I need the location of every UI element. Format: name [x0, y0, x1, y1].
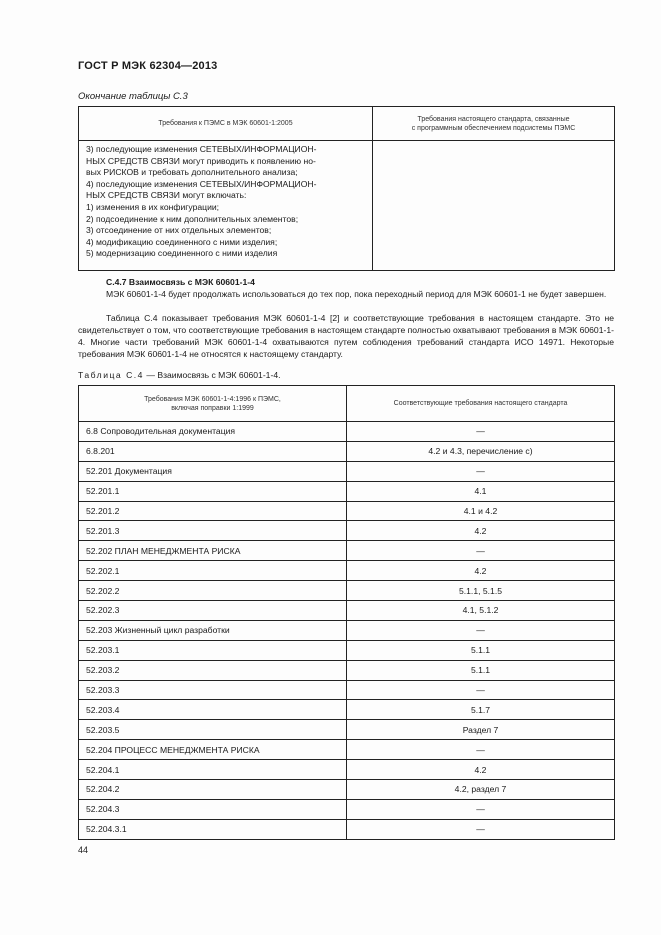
table-c3-line: НЫХ СРЕДСТВ СВЯЗИ могут включать: [86, 190, 247, 201]
table-c3-col1-header: Требования к ПЭМС в МЭК 60601-1:2005 [79, 107, 373, 141]
table-row [79, 680, 615, 700]
paragraph-text: МЭК 60601-1-4 будет продолжать использоваться до тех пор, пока переходный период для МЭК 60601-1 не будет завершен. [106, 289, 607, 299]
table-row [79, 640, 615, 660]
matching-requirement-cell: 5.1.1, 5.1.5 [347, 581, 615, 601]
table-c3-line: вых РИСКОВ и требовать дополнительного анализа; [86, 167, 298, 178]
table-c4-caption [78, 370, 280, 380]
matching-requirement-cell: 4.2 [347, 760, 615, 780]
requirement-cell: 6.8 Сопроводительная документация [79, 422, 347, 442]
table-c3-col2-header [373, 107, 615, 141]
table-row [79, 441, 615, 461]
table-c3-line: 1) изменения в их конфигурации; [86, 201, 220, 212]
paragraph-text: Таблица С.4 показывает требования МЭК 60601-1-4 [2] и соответствующие требования в настоящем стандарте. Это не свидетельствует о том, что соответствующие требования в настоящем стандарте полностью охватывают требования в МЭК 60601-1-4. Многие части требований МЭК 60601-1-4 охватываются путем соблюдения требований стандарта ИСО 14971. Некоторые требования МЭК 60601-1-4 не относятся к настоящему стандарту. [78, 313, 614, 359]
table-c4-header-row [79, 386, 615, 422]
requirement-cell: 52.203.4 [79, 700, 347, 720]
table-row [79, 620, 615, 640]
table-row [79, 541, 615, 561]
table-c3-empty-cell [373, 141, 615, 271]
matching-requirement-cell: 4.2 [347, 561, 615, 581]
matching-requirement-cell: 4.2, раздел 7 [347, 780, 615, 800]
section-paragraph-1 [78, 288, 614, 300]
table-c3 [78, 106, 615, 271]
requirement-cell: 52.201.2 [79, 501, 347, 521]
table-row [79, 780, 615, 800]
matching-requirement-cell: 5.1.1 [347, 640, 615, 660]
matching-requirement-cell: — [347, 541, 615, 561]
table-row [79, 481, 615, 501]
table-c3-line: 4) последующие изменения СЕТЕВЫХ/ИНФОРМАЦИОН- [86, 178, 317, 189]
table-row [79, 740, 615, 760]
table-row [79, 760, 615, 780]
table-c4-col1-header-line1: Требования МЭК 60601-1-4:1996 к ПЭМС, [144, 395, 281, 403]
requirement-cell: 52.204.3 [79, 799, 347, 819]
table-row [79, 422, 615, 442]
table-row [79, 660, 615, 680]
section-heading [78, 276, 614, 288]
matching-requirement-cell: 4.2 [347, 521, 615, 541]
requirement-cell: 52.202.2 [79, 581, 347, 601]
matching-requirement-cell: 4.1 [347, 481, 615, 501]
matching-requirement-cell: — [347, 620, 615, 640]
table-c4-col1-header [79, 386, 347, 422]
requirement-cell: 52.203 Жизненный цикл разработки [79, 620, 347, 640]
table-row [79, 501, 615, 521]
requirement-cell: 52.203.2 [79, 660, 347, 680]
table-c3-requirements-cell [79, 141, 373, 271]
table-row [79, 461, 615, 481]
table-c4-body [79, 422, 615, 840]
requirement-cell: 6.8.201 [79, 441, 347, 461]
requirement-cell: 52.202.3 [79, 601, 347, 621]
matching-requirement-cell: 4.2 и 4.3, перечисление с) [347, 441, 615, 461]
table-c3-line: НЫХ СРЕДСТВ СВЯЗИ могут приводить к появлению но- [86, 155, 316, 166]
requirement-cell: 52.201.1 [79, 481, 347, 501]
requirement-cell: 52.201 Документация [79, 461, 347, 481]
requirement-cell: 52.204.3.1 [79, 819, 347, 839]
table-row [79, 819, 615, 839]
matching-requirement-cell: 5.1.1 [347, 660, 615, 680]
table-row [79, 700, 615, 720]
table-c3-line: 2) подсоединение к ним дополнительных элементов; [86, 213, 299, 224]
requirement-cell: 52.203.3 [79, 680, 347, 700]
matching-requirement-cell: — [347, 422, 615, 442]
matching-requirement-cell: — [347, 819, 615, 839]
table-row [79, 521, 615, 541]
table-row [79, 720, 615, 740]
requirement-cell: 52.204.2 [79, 780, 347, 800]
table-c3-header-row [79, 107, 615, 141]
table-c3-line: 5) модернизацию соединенного с ними изделия [86, 248, 278, 259]
table-c3-body-row [79, 141, 615, 271]
requirement-cell: 52.201.3 [79, 521, 347, 541]
requirement-cell: 52.204.1 [79, 760, 347, 780]
requirement-cell: 52.204 ПРОЦЕСС МЕНЕДЖМЕНТА РИСКА [79, 740, 347, 760]
table-c4-col2-header: Соответствующие требования настоящего стандарта [347, 386, 615, 422]
requirement-cell: 52.202 ПЛАН МЕНЕДЖМЕНТА РИСКА [79, 541, 347, 561]
matching-requirement-cell: — [347, 799, 615, 819]
matching-requirement-cell: 4.1 и 4.2 [347, 501, 615, 521]
table-c4-caption-text: — Взаимосвязь с МЭК 60601-1-4. [143, 370, 281, 380]
document-code: ГОСТ Р МЭК 62304—2013 [78, 60, 218, 72]
matching-requirement-cell: Раздел 7 [347, 720, 615, 740]
matching-requirement-cell: — [347, 740, 615, 760]
table-row [79, 561, 615, 581]
table-c3-caption: Окончание таблицы С.3 [78, 91, 188, 102]
table-c3-line: 3) отсоединение от них отдельных элементов; [86, 225, 272, 236]
table-c4-caption-label: Таблица С.4 [78, 370, 144, 380]
matching-requirement-cell: — [347, 461, 615, 481]
matching-requirement-cell: 4.1, 5.1.2 [347, 601, 615, 621]
table-c4 [78, 385, 615, 840]
table-c3-line: 4) модификацию соединенного с ними изделия; [86, 236, 278, 247]
table-row [79, 601, 615, 621]
table-c3-line: 3) последующие изменения СЕТЕВЫХ/ИНФОРМАЦИОН- [86, 144, 317, 154]
page-number: 44 [78, 845, 89, 855]
table-row [79, 799, 615, 819]
table-c4-col1-header-line2: включая поправки 1:1999 [171, 404, 254, 412]
section-paragraph-2 [78, 312, 614, 360]
section-title: С.4.7 Взаимосвязь с МЭК 60601-1-4 [106, 277, 255, 287]
table-c3-col2-header-line1: Требования настоящего стандарта, связанные [417, 115, 570, 123]
matching-requirement-cell: 5.1.7 [347, 700, 615, 720]
requirement-cell: 52.203.1 [79, 640, 347, 660]
matching-requirement-cell: — [347, 680, 615, 700]
requirement-cell: 52.203.5 [79, 720, 347, 740]
requirement-cell: 52.202.1 [79, 561, 347, 581]
table-row [79, 581, 615, 601]
table-c3-col2-header-line2: с программным обеспечением подсистемы ПЭМС [411, 124, 576, 132]
